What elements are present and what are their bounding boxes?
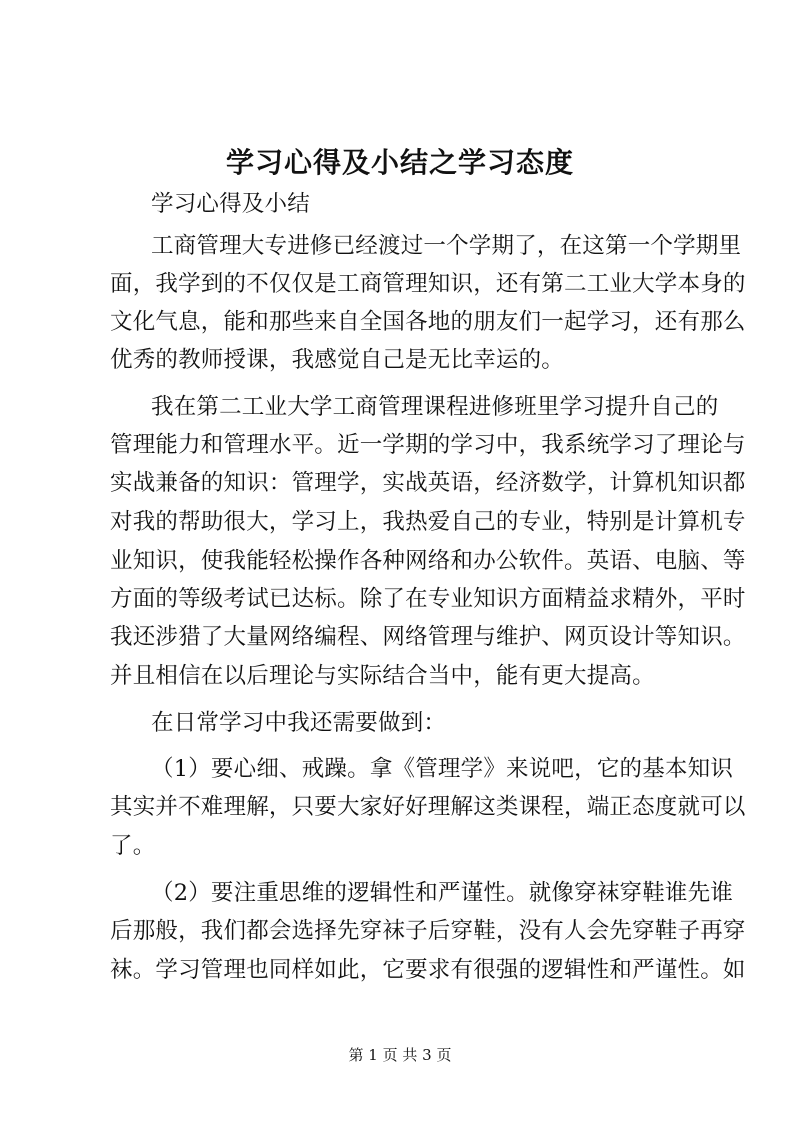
paragraph-line: 我在第二工业大学工商管理课程进修班里学习提升自己的 [151,394,719,420]
paragraph-line: 实战兼备的知识：管理学，实战英语，经济数学，计算机知识都 [110,470,746,496]
list-item-line: （1）要心细、戒躁。拿《管理学》来说吧，它的基本知识 [151,756,734,782]
list-item-line: 袜。学习管理也同样如此，它要求有很强的逻辑性和严谨性。如 [110,957,746,983]
list-item-line: 后那般，我们都会选择先穿袜子后穿鞋，没有人会先穿鞋子再穿 [110,918,746,944]
paragraph-line: 文化气息，能和那些来自全国各地的朋友们一起学习，还有那么 [110,309,746,335]
paragraph-line: 面，我学到的不仅仅是工商管理知识，还有第二工业大学本身的 [110,271,746,297]
list-item-line: 其实并不难理解，只要大家好好理解这类课程，端正态度就可以 [110,794,746,820]
paragraph-line: 业知识，使我能轻松操作各种网络和办公软件。英语、电脑、等 [110,548,746,574]
paragraph-line: 方面的等级考试已达标。除了在专业知识方面精益求精外，平时 [110,586,746,612]
list-item-line: （2）要注重思维的逻辑性和严谨性。就像穿袜穿鞋谁先谁 [151,880,734,906]
paragraph-line: 管理能力和管理水平。近一学期的学习中，我系统学习了理论与 [110,432,746,458]
document-title: 学习心得及小结之学习态度 [225,146,574,179]
paragraph-line: 在日常学习中我还需要做到： [151,710,447,736]
list-item-line: 了。 [110,833,156,859]
paragraph-line: 对我的帮助很大，学习上，我热爱自己的专业，特别是计算机专 [110,509,746,535]
paragraph-line: 并且相信在以后理论与实际结合当中，能有更大提高。 [110,663,655,689]
paragraph-line: 我还涉猎了大量网络编程、网络管理与维护、网页设计等知识。 [110,624,746,650]
paragraph-line: 工商管理大专进修已经渡过一个学期了，在这第一个学期里 [151,233,742,259]
section-heading: 学习心得及小结 [151,191,310,217]
paragraph-line: 优秀的教师授课，我感觉自己是无比幸运的。 [110,347,565,373]
page-number-footer: 第 1 页 共 3 页 [348,1046,452,1064]
